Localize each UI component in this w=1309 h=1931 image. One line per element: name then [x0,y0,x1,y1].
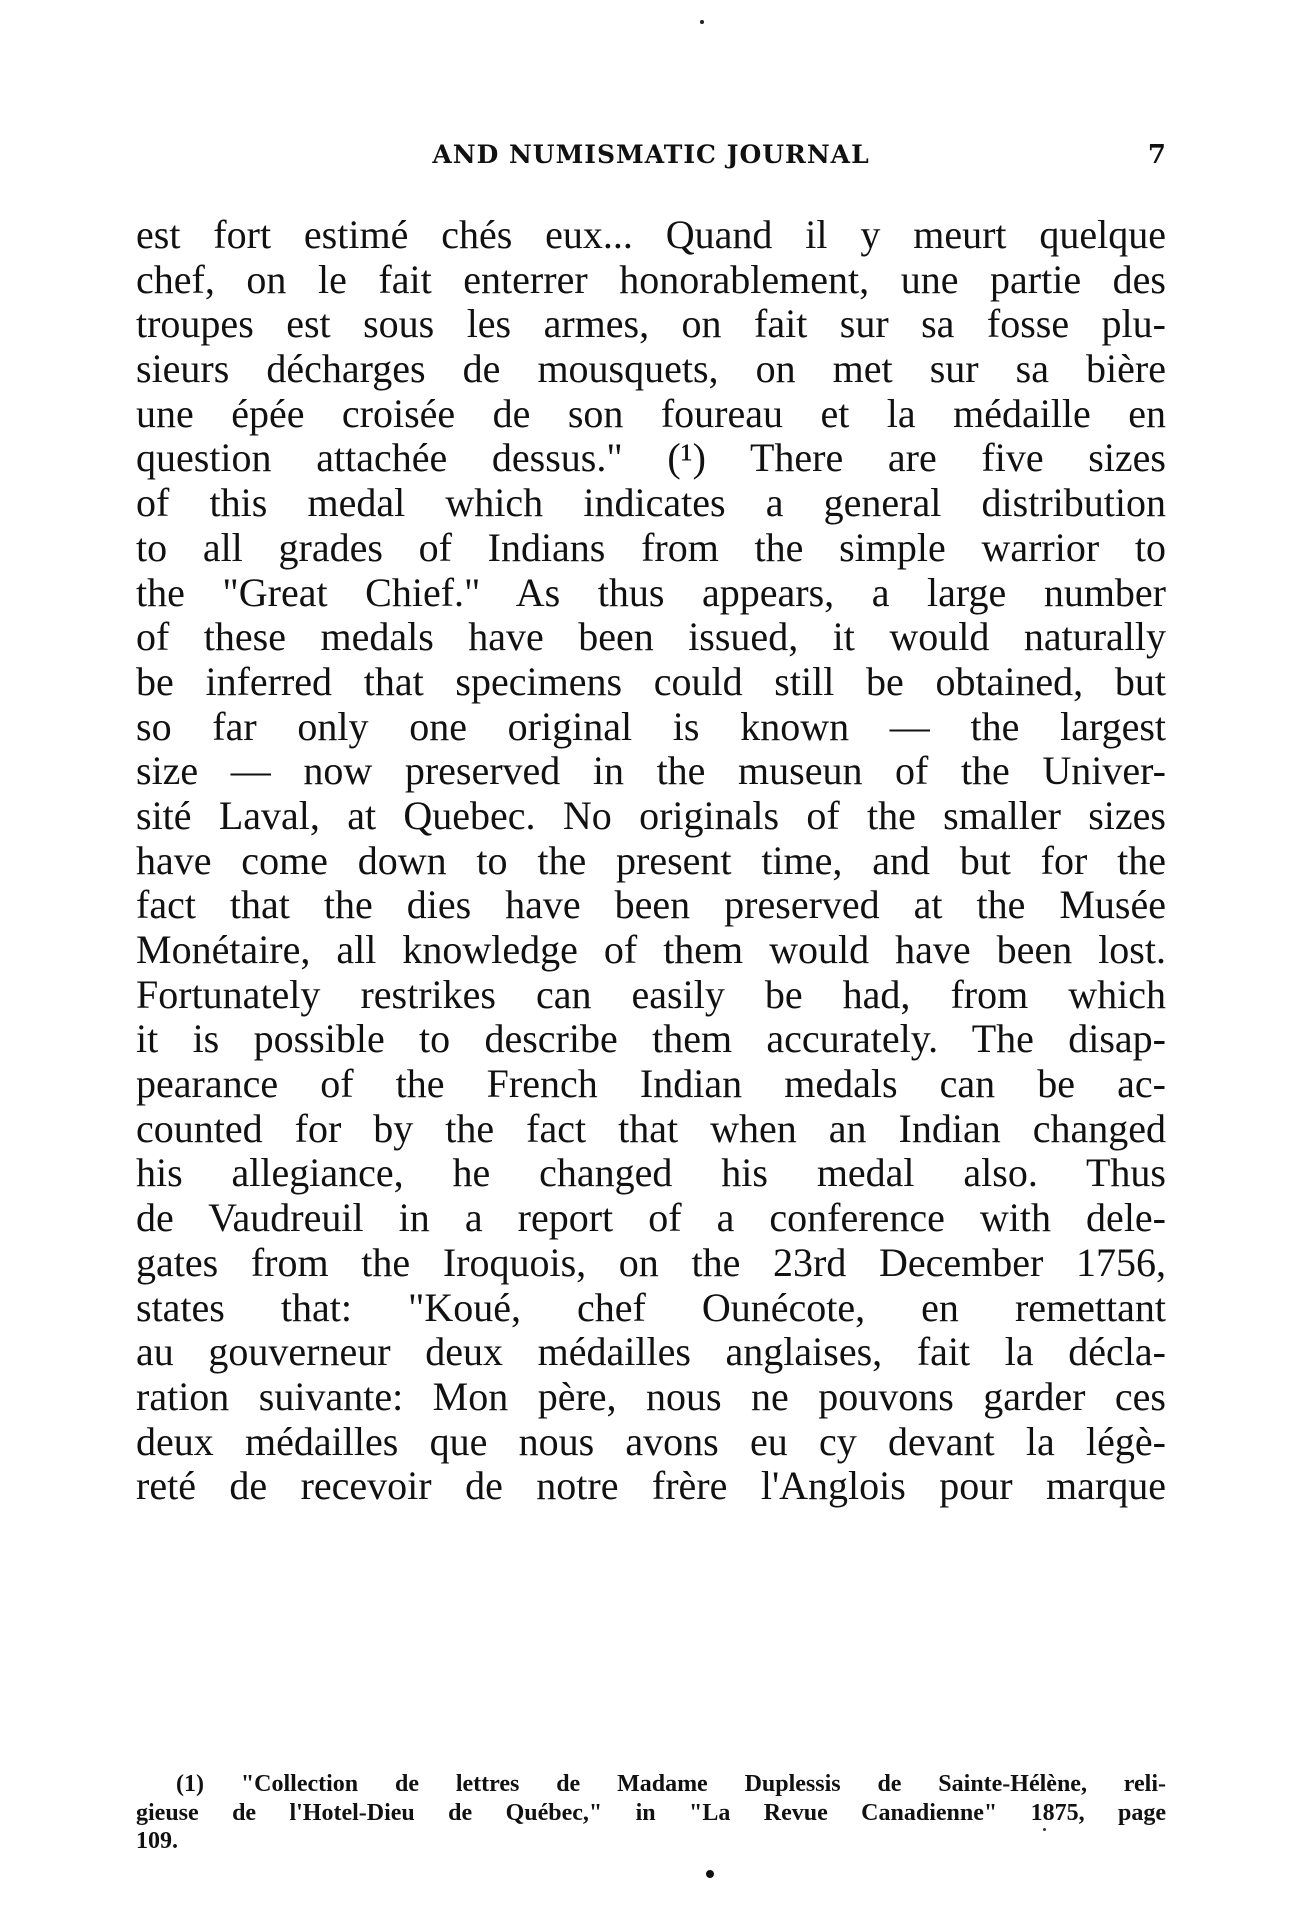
text-line: states that: "Koué, chef Ounécote, en remettant [136,1285,1166,1330]
text-line: size — now preserved in the museun of the Univer- [136,749,1166,794]
text-line: deux médailles que nous avons eu cy devant la légè- [136,1419,1166,1464]
text-line: his allegiance, he changed his medal also. Thus [136,1151,1166,1196]
speck-mark [700,20,704,24]
text-line: of these medals have been issued, it would naturally [136,615,1166,660]
text-line: sité Laval, at Quebec. No originals of the smaller sizes [136,793,1166,838]
text-line: question attachée dessus." (¹) There are five sizes [136,436,1166,481]
text-line: of this medal which indicates a general distribution [136,481,1166,526]
text-line: have come down to the present time, and but for the [136,838,1166,883]
bottom-ornament-dot [706,1870,714,1878]
text-line: it is possible to describe them accurately. The disap- [136,1017,1166,1062]
text-line: to all grades of Indians from the simple warrior to [136,525,1166,570]
text-line: de Vaudreuil in a report of a conference with dele- [136,1196,1166,1241]
text-line: est fort estimé chés eux... Quand il y meurt quelque [136,213,1166,257]
body-text [136,213,1166,1509]
text-line: ration suivante: Mon père, nous ne pouvons garder ces [136,1374,1166,1419]
journal-title: AND NUMISMATIC JOURNAL [432,140,870,169]
text-line: une épée croisée de son foureau et la médaille en [136,391,1166,436]
text-line: counted for by the fact that when an Indian changed [136,1106,1166,1151]
footnote [136,1770,1166,1856]
text-line: Monétaire, all knowledge of them would have been lost. [136,928,1166,972]
text-line: the "Great Chief." As thus appears, a large number [136,570,1166,615]
page-number: 7 [1147,140,1166,170]
running-head [136,140,1166,180]
text-line: so far only one original is known — the largest [136,704,1166,749]
text-line: sieurs décharges de mousquets, on met sur sa bière [136,347,1166,392]
footnote-line: 109. [136,1828,178,1854]
footnote-line: gieuse de l'Hotel-Dieu de Québec," in "La Revue Canadienne" 1875, page [136,1799,1166,1826]
text-line: troupes est sous les armes, on fait sur sa fosse plu- [136,302,1166,347]
speck-mark [1043,1828,1046,1831]
text-line: be inferred that specimens could still be obtained, but [136,659,1166,704]
text-line: pearance of the French Indian medals can be ac- [136,1062,1166,1107]
text-line: fact that the dies have been preserved at the Musée [136,883,1166,928]
footnote-line: (1) "Collection de lettres de Madame Duplessis de Sainte-Hélène, reli- [176,1771,1166,1797]
text-line: chef, on le fait enterrer honorablement, une partie des [136,257,1166,302]
text-line: au gouverneur deux médailles anglaises, fait la décla- [136,1330,1166,1375]
text-line: Fortunately restrikes can easily be had, from which [136,972,1166,1017]
text-line: reté de recevoir de notre frère l'Anglois pour marque [136,1464,1166,1509]
text-line: gates from the Iroquois, on the 23rd December 1756, [136,1240,1166,1285]
